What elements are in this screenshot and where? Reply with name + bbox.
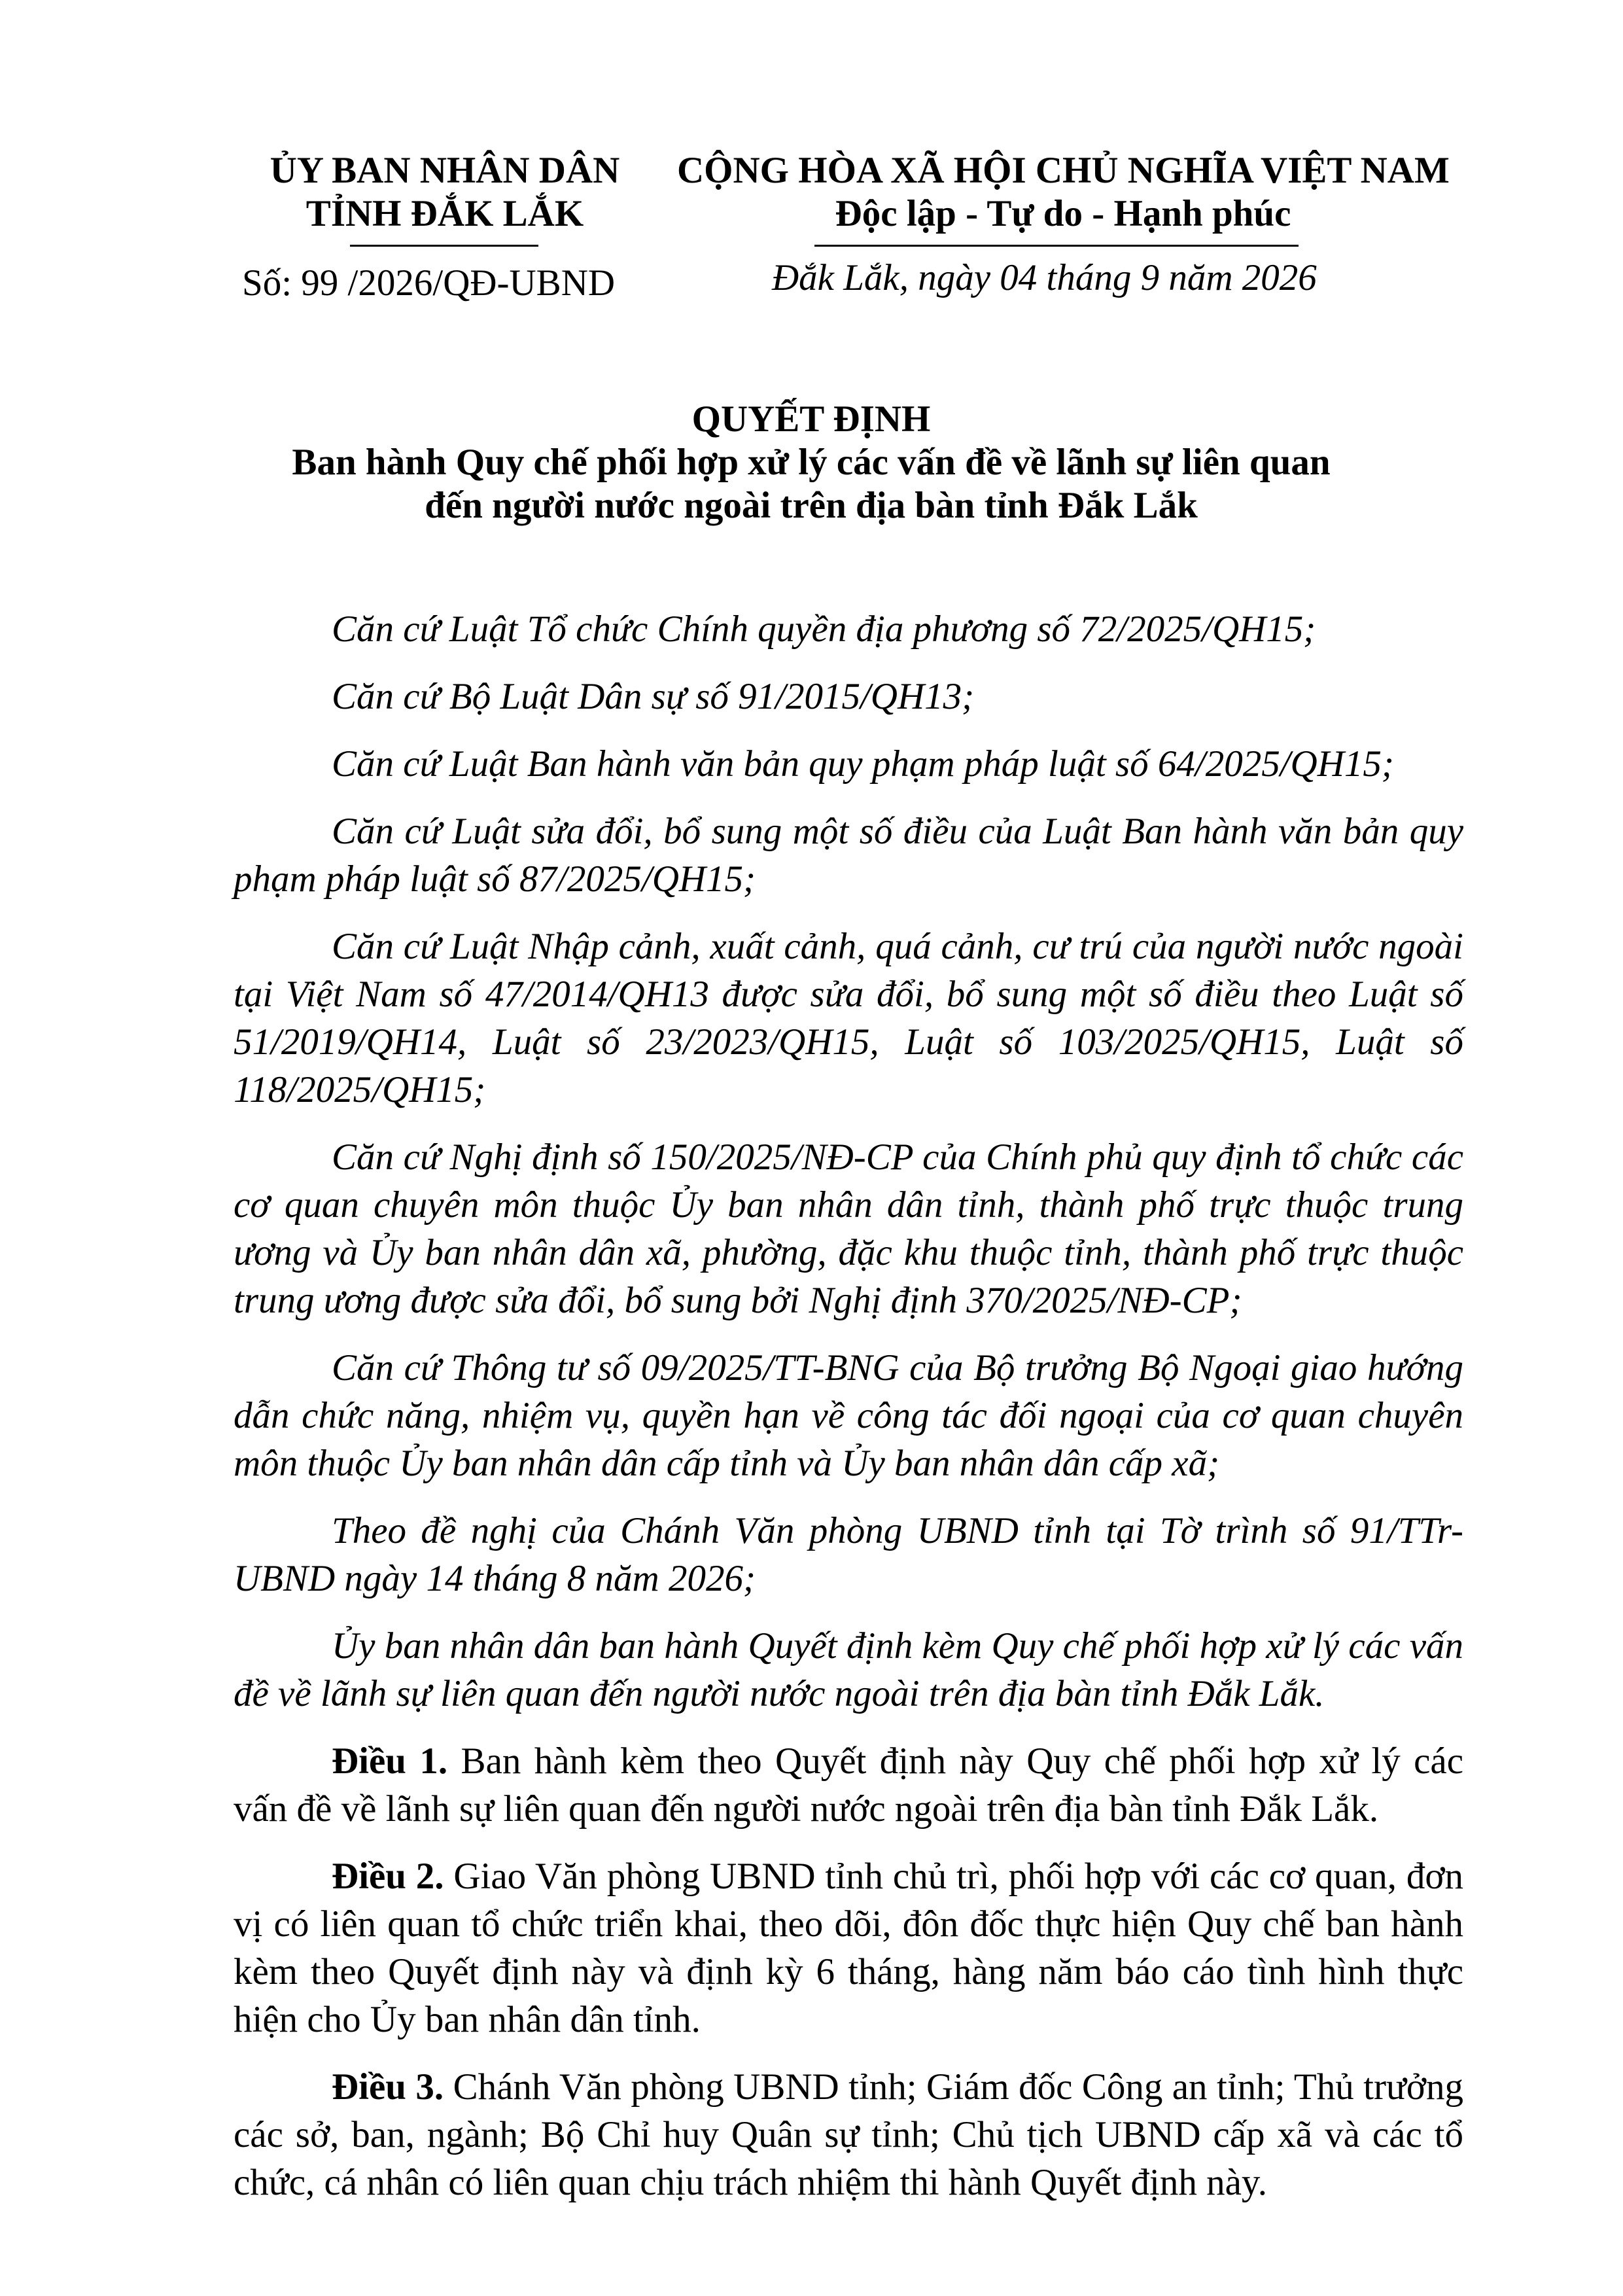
- legal-basis-1: Căn cứ Luật Tổ chức Chính quyền địa phương số 72/2025/QH15;: [332, 609, 1316, 650]
- article-1: [234, 1737, 1463, 1833]
- agency-underline: [350, 245, 538, 247]
- nation-name: CỘNG HÒA XÃ HỘI CHỦ NGHĨA VIỆT NAM: [677, 150, 1450, 191]
- national-motto: [677, 149, 1449, 236]
- document-number: Số: 99 /2026/QĐ-UBND: [242, 262, 616, 304]
- title-main: QUYẾT ĐỊNH: [691, 398, 931, 440]
- document-body: [234, 605, 1463, 2206]
- place-and-date: Đắk Lắk, ngày 04 tháng 9 năm 2026: [772, 257, 1317, 298]
- legal-basis-2: Căn cứ Bộ Luật Dân sự số 91/2015/QH13;: [332, 676, 975, 717]
- article-3-text: Chánh Văn phòng UBND tỉnh; Giám đốc Công an tỉnh; Thủ trưởng các sở, ban, ngành; Bộ Chỉ huy Quân sự tỉnh; Chủ tịch UBND cấp xã và các tổ chức, cá nhân có liên quan chịu trách nhiệm thi hành Quyết định này.: [234, 2066, 1463, 2203]
- legal-basis-3: Căn cứ Luật Ban hành văn bản quy phạm pháp luật số 64/2025/QH15;: [332, 743, 1394, 785]
- article-2-heading: Điều 2.: [332, 1856, 444, 1897]
- issuing-agency: [236, 149, 654, 236]
- legal-basis-6: Căn cứ Nghị định số 150/2025/NĐ-CP của Chính phủ quy định tổ chức các cơ quan chuyên môn thuộc Ủy ban nhân dân tỉnh, thành phố trực thuộc trung ương và Ủy ban nhân dân xã, phường, đặc khu thuộc tỉnh, thành phố trực thuộc trung ương được sửa đổi, bổ sung bởi Nghị định 370/2025/NĐ-CP;: [234, 1137, 1463, 1321]
- motto-underline: [814, 245, 1299, 247]
- legal-basis-8: Theo đề nghị của Chánh Văn phòng UBND tỉnh tại Tờ trình số 91/TTr-UBND ngày 14 tháng 8 năm 2026;: [234, 1510, 1463, 1599]
- article-1-text: Ban hành kèm theo Quyết định này Quy chế phối hợp xử lý các vấn đề về lãnh sự liên quan đến người nước ngoài trên địa bàn tỉnh Đắk Lắk.: [234, 1740, 1463, 1829]
- title-subject-line-1: Ban hành Quy chế phối hợp xử lý các vấn đề về lãnh sự liên quan: [292, 442, 1331, 483]
- article-2: [234, 1852, 1463, 2043]
- title-subject-line-2: đến người nước ngoài trên địa bàn tỉnh Đắk Lắk: [425, 485, 1198, 526]
- motto: Độc lập - Tự do - Hạnh phúc: [835, 193, 1291, 234]
- legal-basis-7: Căn cứ Thông tư số 09/2025/TT-BNG của Bộ trưởng Bộ Ngoại giao hướng dẫn chức năng, nhiệm vụ, quyền hạn về công tác đối ngoại của cơ quan chuyên môn thuộc Ủy ban nhân dân cấp tỉnh và Ủy ban nhân dân cấp xã;: [234, 1347, 1463, 1484]
- decision-preamble: Ủy ban nhân dân ban hành Quyết định kèm Quy chế phối hợp xử lý các vấn đề về lãnh sự liên quan đến người nước ngoài trên địa bàn tỉnh Đắk Lắk.: [234, 1625, 1463, 1714]
- legal-basis-5: Căn cứ Luật Nhập cảnh, xuất cảnh, quá cảnh, cư trú của người nước ngoài tại Việt Nam số 47/2014/QH13 được sửa đổi, bổ sung một số điều theo Luật số 51/2019/QH14, Luật số 23/2023/QH15, Luật số 103/2025/QH15, Luật số 118/2025/QH15;: [234, 926, 1463, 1110]
- article-3-heading: Điều 3.: [332, 2066, 444, 2108]
- document-title: [196, 398, 1426, 527]
- agency-line-2: TỈNH ĐẮK LẮK: [305, 193, 584, 234]
- article-3: [234, 2063, 1463, 2206]
- agency-line-1: ỦY BAN NHÂN DÂN: [270, 150, 620, 191]
- legal-basis-4: Căn cứ Luật sửa đổi, bổ sung một số điều của Luật Ban hành văn bản quy phạm pháp luật số 87/2025/QH15;: [234, 811, 1463, 900]
- article-1-heading: Điều 1.: [332, 1740, 448, 1782]
- article-2-text: Giao Văn phòng UBND tỉnh chủ trì, phối hợp với các cơ quan, đơn vị có liên quan tổ chức triển khai, theo dõi, đôn đốc thực hiện Quy chế ban hành kèm theo Quyết định này và định kỳ 6 tháng, hàng năm báo cáo tình hình thực hiện cho Ủy ban nhân dân tỉnh.: [234, 1856, 1463, 2040]
